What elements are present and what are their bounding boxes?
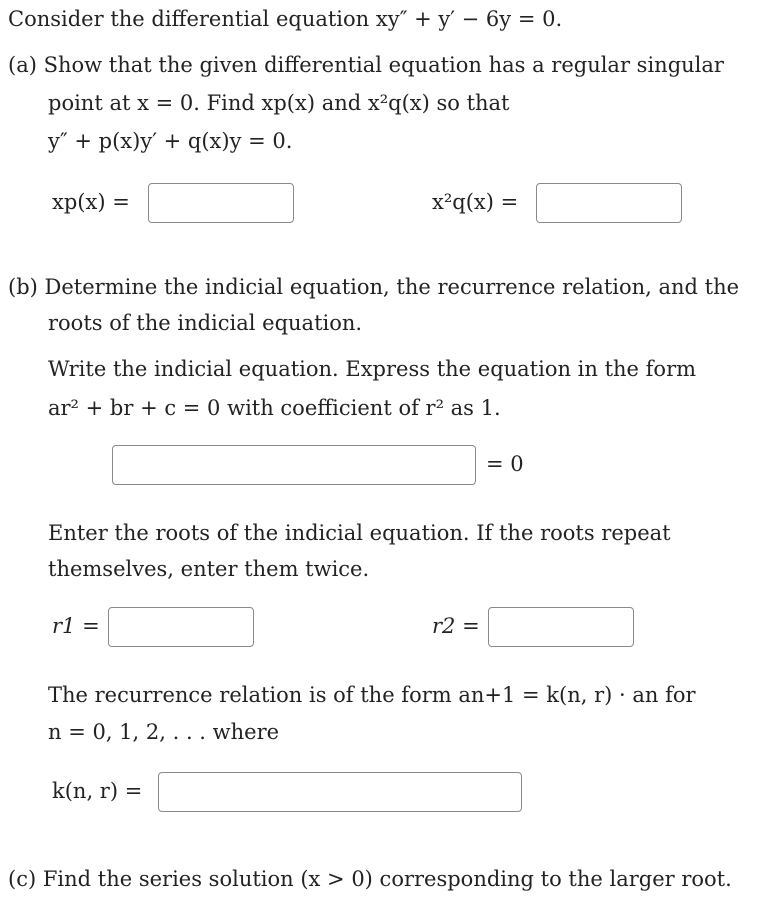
xp-label: xp(x) = [52, 190, 130, 214]
recurrence-text-1: The recurrence relation is of the form an+1 = k(n, r) · an for [48, 683, 696, 707]
r2-input[interactable] [488, 607, 634, 647]
r1-label: r1 = [52, 614, 100, 638]
part-a-line-1: (a) Show that the given differential equation has a regular singular [8, 53, 724, 77]
indicial-equals-zero: = 0 [486, 452, 524, 476]
indicial-equation-input[interactable] [112, 445, 476, 485]
roots-instructions-2: themselves, enter them twice. [48, 557, 370, 581]
xp-input[interactable] [148, 183, 294, 223]
x2q-label: x²q(x) = [432, 190, 519, 214]
part-b-line-1: (b) Determine the indicial equation, the recurrence relation, and the [8, 275, 740, 299]
part-b-label: (b) [8, 275, 38, 299]
x2q-input[interactable] [536, 183, 682, 223]
r2-label: r2 = [432, 614, 480, 638]
part-b-line-2: roots of the indicial equation. [48, 311, 363, 335]
k-input[interactable] [158, 772, 522, 812]
k-label: k(n, r) = [52, 779, 143, 803]
part-a-line-3: y″ + p(x)y′ + q(x)y = 0. [48, 129, 293, 153]
part-c-label: (c) [8, 867, 37, 891]
roots-instructions-1: Enter the roots of the indicial equation. If the roots repeat [48, 521, 671, 545]
r1-input[interactable] [108, 607, 254, 647]
intro-text: Consider the differential equation xy″ + y′ − 6y = 0. [8, 7, 563, 31]
indicial-instructions-1: Write the indicial equation. Express the equation in the form [48, 357, 697, 381]
part-a-label: (a) [8, 53, 37, 77]
recurrence-text-2: n = 0, 1, 2, . . . where [48, 720, 280, 744]
part-c-line: (c) Find the series solution (x > 0) corresponding to the larger root. [8, 867, 732, 891]
part-a-line-2: point at x = 0. Find xp(x) and x²q(x) so that [48, 91, 510, 115]
indicial-instructions-2: ar² + br + c = 0 with coefficient of r² as 1. [48, 396, 501, 420]
